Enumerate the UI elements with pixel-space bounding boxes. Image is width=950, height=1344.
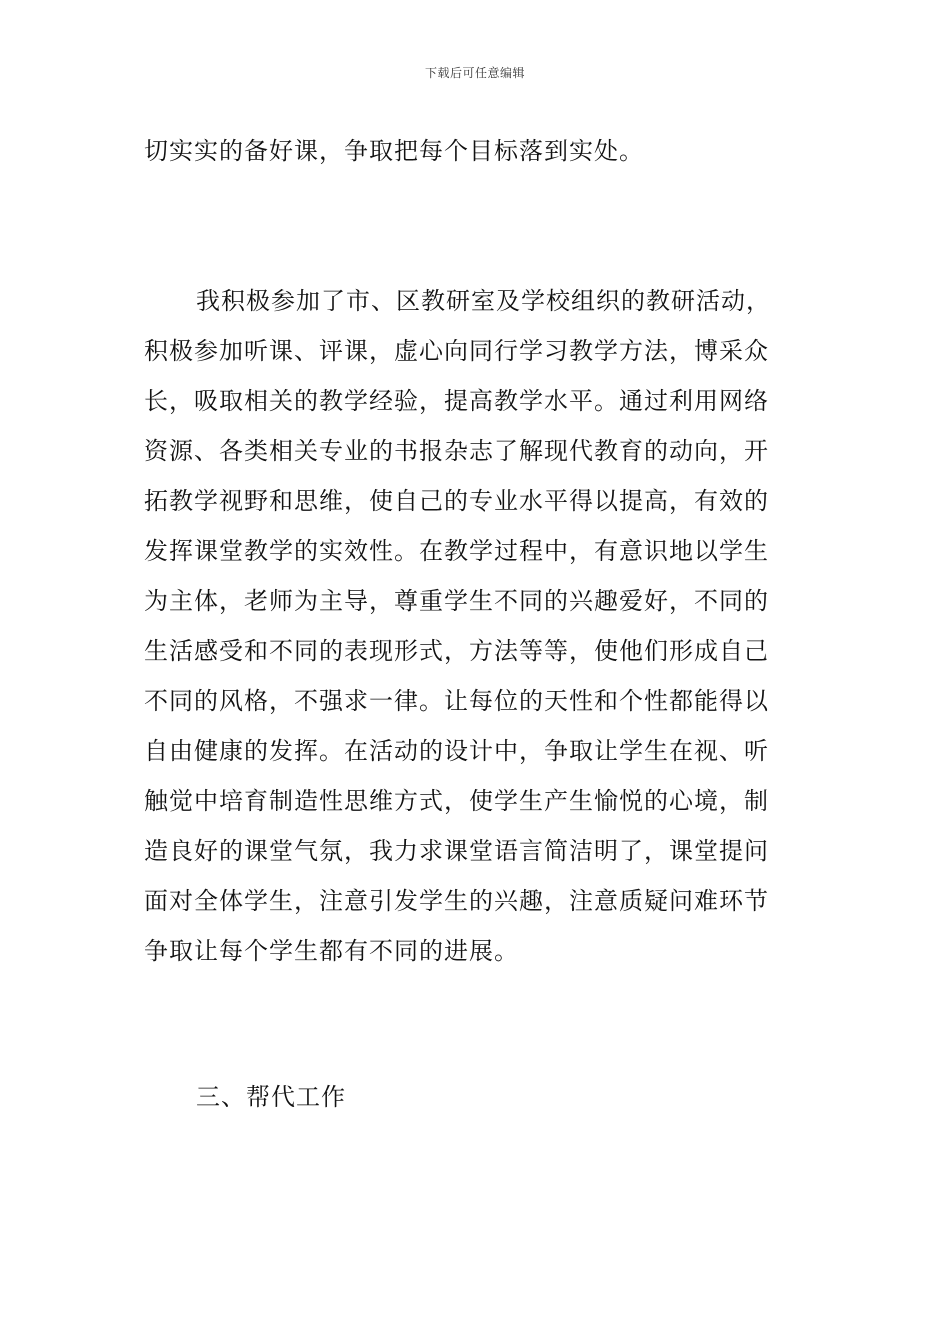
paragraph-line: 不同的风格，不强求一律。让每位的天性和个性都能得以: [144, 687, 769, 715]
paragraph-line: 造良好的课堂气氛，我力求课堂语言简洁明了，课堂提问: [144, 837, 769, 865]
paragraph-line: 争取让每个学生都有不同的进展。: [144, 937, 519, 965]
paragraph-line: 积极参加听课、评课，虚心向同行学习教学方法，博采众: [144, 337, 769, 365]
paragraph-line: 资源、各类相关专业的书报杂志了解现代教育的动向，开: [144, 437, 769, 465]
paragraph-line: 拓教学视野和思维，使自己的专业水平得以提高，有效的: [144, 487, 769, 515]
paragraph-line: 面对全体学生，注意引发学生的兴趣，注意质疑问难环节: [144, 887, 769, 915]
paragraph-line: 触觉中培育制造性思维方式，使学生产生愉悦的心境，制: [144, 787, 769, 815]
paragraph-line: 为主体，老师为主导，尊重学生不同的兴趣爱好，不同的: [144, 587, 769, 615]
section-heading: 三、帮代工作: [196, 1083, 346, 1111]
paragraph-line: 发挥课堂教学的实效性。在教学过程中，有意识地以学生: [144, 537, 769, 565]
paragraph-line: 自由健康的发挥。在活动的设计中，争取让学生在视、听: [144, 737, 769, 765]
paragraph-line: 生活感受和不同的表现形式，方法等等，使他们形成自己: [144, 637, 769, 665]
paragraph-line: 我积极参加了市、区教研室及学校组织的教研活动，: [196, 287, 771, 315]
paragraph-line: 长，吸取相关的教学经验，提高教学水平。通过利用网络: [144, 387, 769, 415]
header-note: 下载后可任意编辑: [424, 66, 525, 80]
continued-text-line: 切实实的备好课，争取把每个目标落到实处。: [144, 137, 644, 165]
